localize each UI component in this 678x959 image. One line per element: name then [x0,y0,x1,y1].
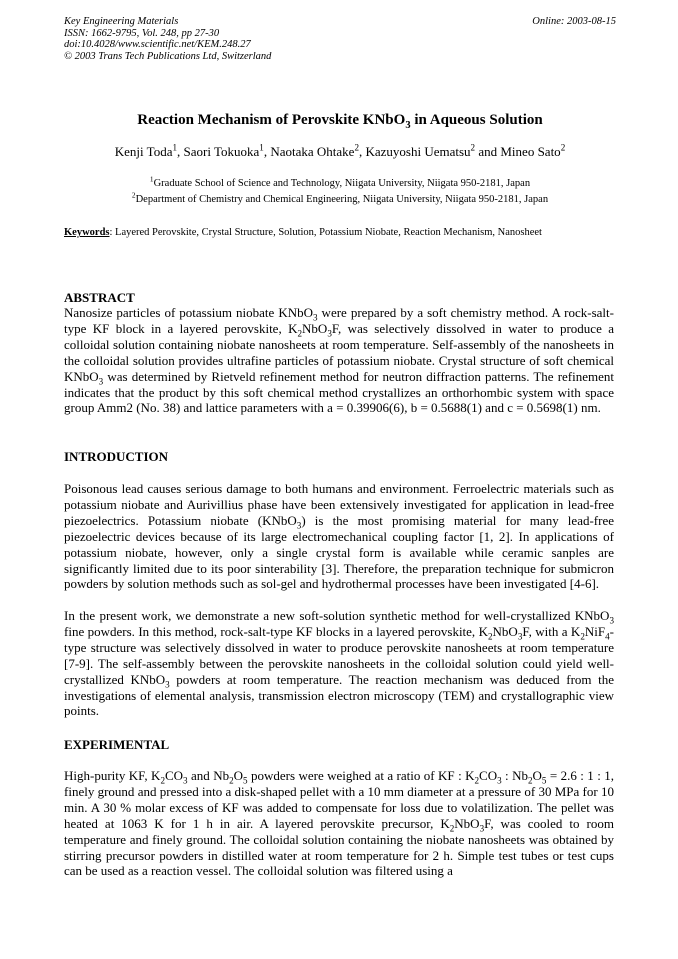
journal-copyright: © 2003 Trans Tech Publications Ltd, Switzerland [64,50,272,62]
keywords [64,227,616,238]
author-affiliation-mark: 1 [259,142,264,153]
author-affiliation-mark: 2 [354,142,359,153]
journal-issn: ISSN: 1662-9795, Vol. 248, pp 27-30 [64,27,220,39]
affiliation-text: Graduate School of Science and Technology, Niigata University, Niigata 950-2181, Japan [153,178,531,189]
introduction-paragraph: Poisonous lead causes serious damage to both humans and environment. Ferroelectric materials such as potassium niobate and Aurivillius phase have been extensively investigated for application in lead-free piezoelectrics. Potassium niobate (KNbO$_3$) is the most promising material for many lead-free piezoelectric devices because of its large electromechanical coupling factor [1, 2]. In applications of potassium niobate, however, only a single crystal form is available while ceramic sanples are significantly limited due to its poor sinterability [3]. Therefore, the preparation technique for submicron powders by solution methods such as sol-gel and hydrothermal processes have been investigated [4-6]. [64,481,614,592]
journal-name: Key Engineering Materials [64,16,179,27]
affiliation-text: Department of Chemistry and Chemical Engineering, Niigata University, Niigata 950-2181, Japan [135,194,549,205]
author-list: Kenji Toda$^1$, Saori Tokuoka$^1$, Naotaka Ohtake$^2$, Kazuyoshi Uematsu$^2$ and Mineo Sato$^2$ [114,142,566,159]
author-affiliation-mark: 2 [560,142,566,153]
author-name: Mineo Sato [500,144,561,159]
affiliation-number: 1 [149,174,154,184]
paper-title: Reaction Mechanism of Perovskite KNbO$_3$ in Aqueous Solution [137,112,543,131]
abstract-heading: ABSTRACT [64,290,135,305]
experimental-paragraph: High-purity KF, $K_2CO_3$ and $Nb_2O_5$ powders were weighed at a ratio of KF : $K_2CO_3$ : $Nb_2O_5 = 2.6$ : 1 : 1, finely ground and pressed into a disk-shaped pellet with a 10 mm diameter at a pressure of 30 MPa for 10 min. A 30 % molar excess of KF was added to compensate for loss due to volatilization. The pellet was heated at 1063 K for 1 h in air. A layered perovskite precursor, $K_2NbO_3F$, was cooled to room temperature and finely ground. The colloidal solution containing the niobate nanosheets was obtained by stirring precursor powders in distilled water at room temperature for 2 h. Simple test tubes or test cups can be used as a reaction vessel. The colloidal solution was filtered using a [64,768,614,879]
journal-header [64,16,616,62]
abstract-text: Nanosize particles of potassium niobate KNbO$_3$ were prepared by a soft chemistry method. A rock-salt-type KF block in a layered perovskite, $K_2NbO_3F$, was selectively dissolved in water to produce a colloidal solution containing niobate nanosheets at room temperature. Self-assembly of the nanosheets in the colloidal solution provides ultrafine particles of potassium niobate. Crystal structure of soft chemical KNbO$_3$ was determined by Rietveld refinement method for neutron diffraction patterns. The refinement indicates that the product by this soft chemical method crystallizes an orthorhombic system with space group Amm2 (No. 38) and lattice parameters with a = 0.39906(6), b = 0.5688(1) and c = 0.5698(1) nm. [64,305,614,416]
experimental-heading: EXPERIMENTAL [64,737,170,752]
author-name: Naotaka Ohtake [270,144,355,159]
author-affiliation-mark: 2 [470,142,476,153]
journal-doi: doi:10.4028/www.scientific.net/KEM.248.27 [64,39,251,50]
author-name: Kenji Toda [114,144,173,159]
author-name: Saori Tokuoka [183,144,260,159]
introduction-paragraph: In the present work, we demonstrate a new soft-solution synthetic method for well-crystallized KNbO$_3$ fine powders. In this method, rock-salt-type KF blocks in a layered perovskite, $K_2NbO_3F$, with a $K_2NiF_4$-type structure was selectively dissolved in water to produce perovskite nanosheets at room temperature [7-9]. The self-assembly between the perovskite nanosheets in the colloidal solution could yield well-crystallized KNbO$_3$ powders at room temperature. The reaction mechanism was deduced from the investigations of elemental analysis, transmission electron microscopy (TEM) and crystallographic view points. [64,608,614,719]
online-date: Online: 2003-08-15 [532,16,616,27]
author-name: Kazuyoshi Uematsu [365,144,471,159]
affiliation-number: 2 [131,190,136,200]
affiliation-2 [64,190,616,205]
introduction-heading: INTRODUCTION [64,449,169,464]
author-affiliation-mark: 1 [172,142,178,153]
keywords-label: Keywords [64,227,110,238]
keywords-text: : Layered Perovskite, Crystal Structure, Solution, Potassium Niobate, Reaction Mechanism, Nanosheet [109,227,542,238]
affiliation-1 [64,174,616,189]
